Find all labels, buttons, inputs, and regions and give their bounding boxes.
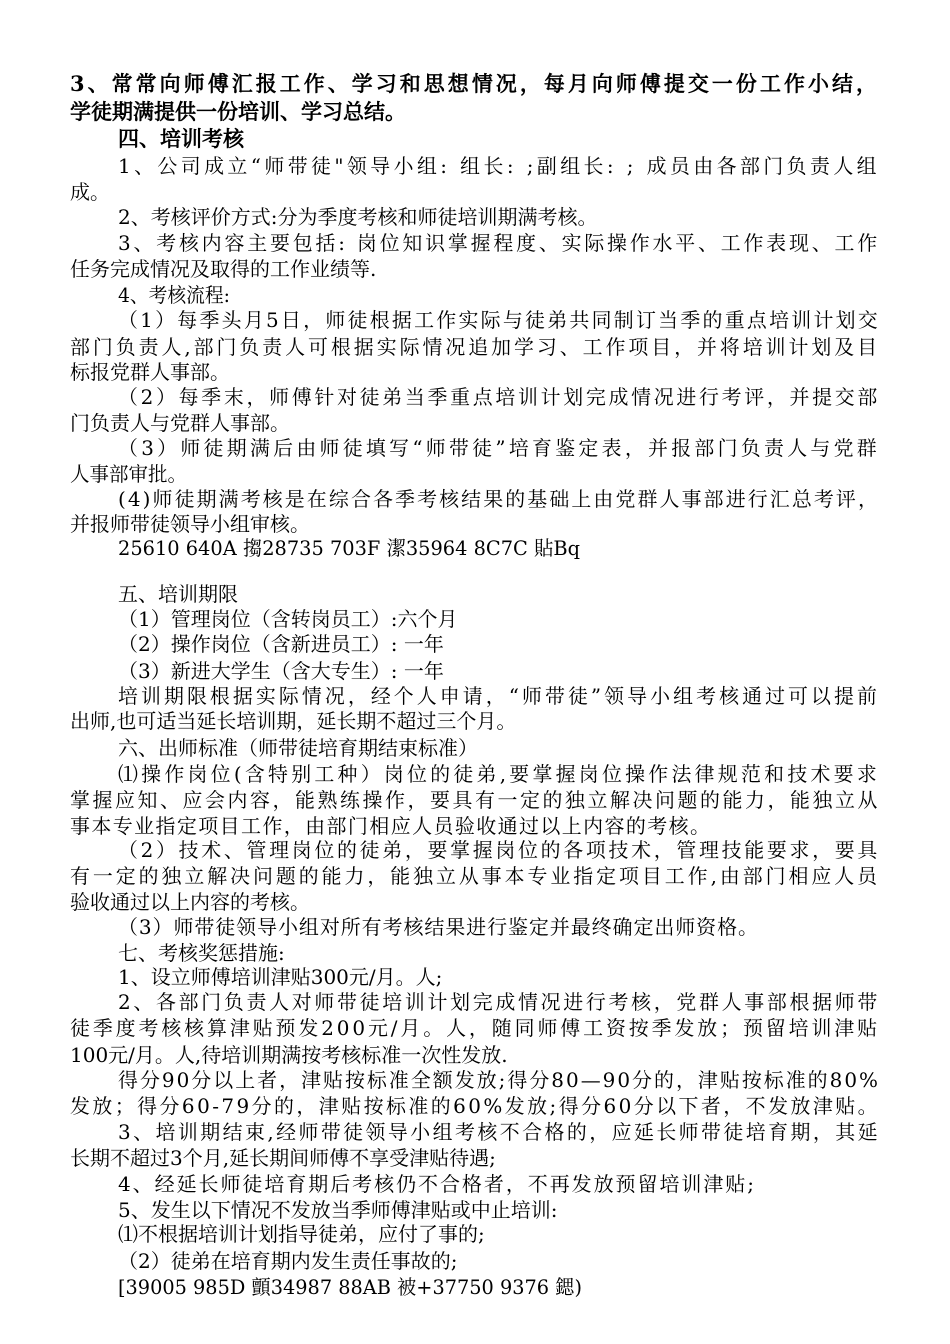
text-line-content: （3）新进大学生（含大专生）: 一年 (118, 659, 444, 683)
text-line (0, 178, 950, 206)
text-line-content: 有一定的独立解决问题的能力，能独立从事本专业指定项目工作,由部门相应人员 (70, 864, 880, 888)
text-line-content: （2）徒弟在培育期内发生责任事故的; (118, 1249, 458, 1273)
text-line (0, 786, 950, 814)
text-line (0, 1066, 950, 1094)
text-line (0, 358, 950, 386)
text-line-content: 并报师带徒领导小组审核。 (70, 512, 310, 536)
text-line-content: 2、考核评价方式:分为季度考核和师徒培训期满考核。 (118, 205, 598, 229)
text-line-content: ⑴操作岗位(含特别工种）岗位的徒弟,要掌握岗位操作法律规范和技术要求 (118, 762, 880, 786)
text-line (0, 734, 950, 762)
text-line-content: 3、常常向师傅汇报工作、学习和思想情况，每月向师傅提交一份工作小结， (70, 71, 880, 96)
text-line (0, 760, 950, 788)
text-line (0, 409, 950, 437)
text-line-content: （3）师徒期满后由师徒填写“师带徒”培育鉴定表，并报部门负责人与党群 (118, 436, 880, 460)
text-line (0, 963, 950, 991)
text-line-content: 部门负责人,部门负责人可根据实际情况追加学习、工作项目，并将培训计划及目 (70, 335, 880, 359)
text-line (0, 1092, 950, 1120)
text-line (0, 333, 950, 361)
text-line (0, 434, 950, 462)
text-line (0, 460, 950, 488)
text-line-content: 事本专业指定项目工作，由部门相应人员验收通过以上内容的考核。 (70, 814, 712, 838)
text-line-content: 发放；得分60-79分的，津贴按标准的60%发放;得分60分以下者，不发放津贴。 (70, 1094, 880, 1118)
text-line-content: 25610 640A 搊28735 703F 潔35964 8C7C 貼Bq (118, 536, 580, 560)
text-line-content: 长期不超过3个月,延长期间师傅不享受津贴待遇; (70, 1146, 496, 1170)
text-line-content: [39005 985D 顫34987 88AB 被+37750 9376 鍶) (118, 1275, 582, 1299)
text-line-content: 5、发生以下情况不发放当季师傅津贴或中止培训: (118, 1198, 558, 1222)
text-line (0, 707, 950, 735)
text-line-content: 出师,也可适当延长培训期，延长期不超过三个月。 (70, 709, 517, 733)
text-line-content: (4)师徒期满考核是在综合各季考核结果的基础上由党群人事部进行汇总考评， (118, 487, 880, 511)
text-line-content: 徒季度考核核算津贴预发200元/月。人，随同师傅工资按季发放；预留培训津贴 (70, 1016, 880, 1040)
text-line-content: 100元/月。人,待培训期满按考核标准一次性发放. (70, 1043, 508, 1067)
text-line (0, 888, 950, 916)
text-line (0, 1273, 950, 1301)
text-line-content: 培训期限根据实际情况，经个人申请，“师带徒”领导小组考核通过可以提前 (118, 684, 880, 708)
text-line (0, 98, 950, 126)
text-line-content: （1）管理岗位（含转岗员工）:六个月 (118, 607, 458, 631)
text-line-content: 3、考核内容主要包括: 岗位知识掌握程度、实际操作水平、工作表现、工作 (118, 231, 880, 255)
text-line-content: （1）每季头月5日，师徒根据工作实际与徒弟共同制订当季的重点培训计划交 (118, 308, 880, 332)
text-line (0, 630, 950, 658)
text-line-content: 掌握应知、应会内容，能熟练操作，要具有一定的独立解决问题的能力，能独立从 (70, 788, 880, 812)
text-line (0, 580, 950, 608)
text-line (0, 913, 950, 941)
text-line (0, 1220, 950, 1248)
text-line (0, 229, 950, 257)
text-line (0, 1041, 950, 1069)
text-line (0, 485, 950, 513)
text-line (0, 125, 950, 153)
text-line (0, 203, 950, 231)
text-line-content: ⑴不根据培训计划指导徒弟，应付了事的; (118, 1222, 485, 1246)
text-line (0, 281, 950, 309)
text-line (0, 1118, 950, 1146)
text-line-content: 4、经延长师徒培育期后考核仍不合格者，不再发放预留培训津贴; (118, 1172, 756, 1196)
text-line-content: 七、考核奖惩措施: (118, 941, 285, 965)
text-line (0, 836, 950, 864)
text-line-content: 3、培训期结束,经师带徒领导小组考核不合格的，应延长师带徒培育期，其延 (118, 1120, 880, 1144)
text-line-content: （2）每季末，师傅针对徒弟当季重点培训计划完成情况进行考评，并提交部 (118, 385, 880, 409)
text-line-content: （2）操作岗位（含新进员工）: 一年 (118, 632, 444, 656)
text-line (0, 255, 950, 283)
text-line-content: 六、出师标准（师带徒培育期结束标准） (118, 736, 478, 760)
text-line-content: 2、各部门负责人对师带徒培训计划完成情况进行考核，党群人事部根据师带 (118, 990, 880, 1014)
text-line-content: （3）师带徒领导小组对所有考核结果进行鉴定并最终确定出师资格。 (118, 915, 759, 939)
text-line-content: 四、培训考核 (118, 126, 244, 151)
text-line (0, 605, 950, 633)
text-line-content: 标报党群人事部。 (70, 360, 230, 384)
text-line (0, 1014, 950, 1042)
text-line (0, 70, 950, 98)
text-line (0, 657, 950, 685)
text-line (0, 152, 950, 180)
text-line-content: 门负责人与党群人事部。 (70, 411, 290, 435)
text-line-content: 1、设立师傅培训津贴300元/月。人; (118, 965, 443, 989)
text-line-content: 4、考核流程: (118, 283, 230, 307)
text-line-content: 任务完成情况及取得的工作业绩等. (70, 257, 377, 281)
text-line-content: 验收通过以上内容的考核。 (70, 890, 310, 914)
text-line (0, 306, 950, 334)
text-line (0, 862, 950, 890)
text-line (0, 383, 950, 411)
text-line (0, 1247, 950, 1275)
text-line (0, 534, 950, 562)
text-line-content: 五、培训期限 (118, 582, 238, 606)
text-line (0, 682, 950, 710)
text-line-content: 学徒期满提供一份培训、学习总结。 (70, 99, 406, 124)
text-line-content: 1、公司成立“师带徒"领导小组: 组长: ;副组长: ; 成员由各部门负责人组 (118, 154, 880, 178)
text-line (0, 1170, 950, 1198)
text-line-content: 成。 (70, 180, 110, 204)
text-line-content: （2）技术、管理岗位的徒弟，要掌握岗位的各项技术，管理技能要求，要具 (118, 838, 880, 862)
text-line-content: 人事部审批。 (70, 462, 187, 486)
text-line-content: 得分90分以上者，津贴按标准全额发放;得分80—90分的，津贴按标准的80% (118, 1068, 880, 1092)
text-line (0, 1144, 950, 1172)
text-line (0, 988, 950, 1016)
